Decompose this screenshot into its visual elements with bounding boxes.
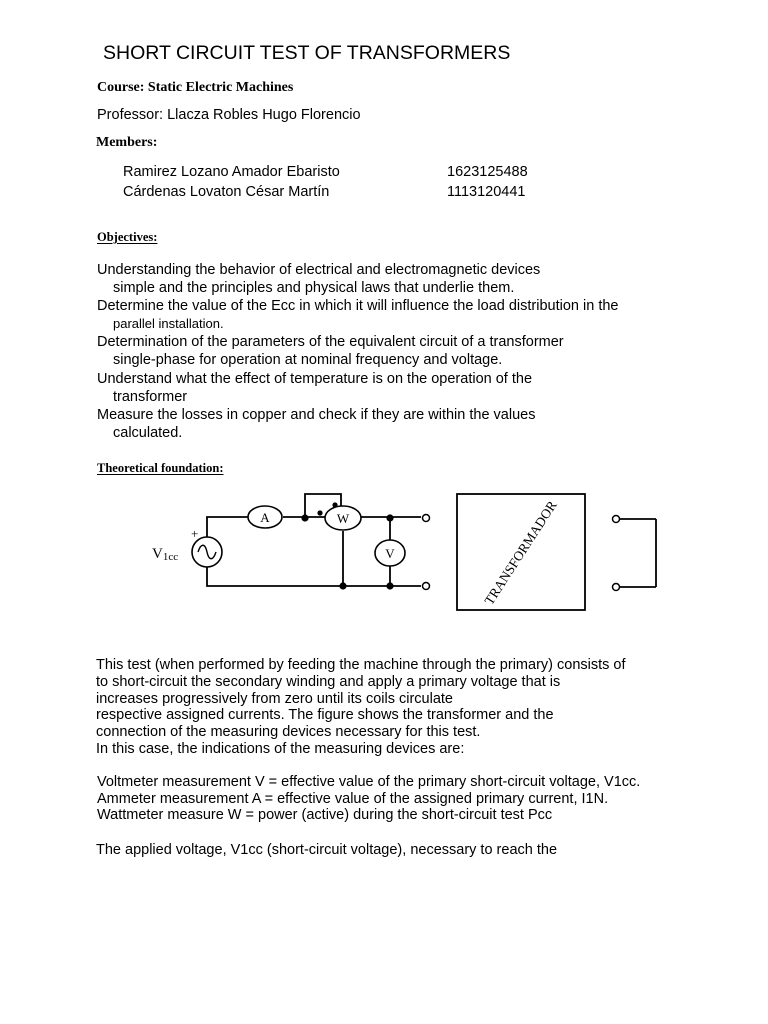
member-row-1 — [119, 164, 340, 180]
objective-item: Determine the value of the Ecc in which it will influence the load distribution in the parallel installation. — [97, 298, 619, 331]
junction-dot — [301, 514, 308, 521]
member-name: Ramirez Lozano Amador Ebaristo — [123, 164, 340, 180]
source-label: V1cc — [152, 546, 179, 563]
terminal-dot — [613, 516, 620, 523]
objective-item: Measure the losses in copper and check if they are within the values calculated. — [97, 407, 536, 441]
member-id: 1623125488 — [447, 164, 528, 180]
member-id: 1113120441 — [447, 184, 526, 200]
plus-sign: + — [191, 526, 199, 541]
source-wire — [207, 517, 248, 537]
members-heading: Members: — [96, 135, 158, 150]
course-line: Course: Static Electric Machines — [97, 80, 294, 95]
terminal-dot — [423, 583, 430, 590]
objectives-heading: Objectives: — [97, 230, 158, 244]
document-title: SHORT CIRCUIT TEST OF TRANSFORMERS — [103, 42, 511, 64]
member-row-2 — [119, 184, 329, 200]
source-wire — [207, 567, 343, 586]
junction-dot — [317, 510, 322, 515]
junction-dot — [386, 514, 393, 521]
objective-item: Understand what the effect of temperature is on the operation of the transformer — [97, 371, 533, 405]
objective-item: Determination of the parameters of the equivalent circuit of a transformer single-phase for operation at nominal frequency and voltage. — [97, 334, 564, 368]
objective-item: Understanding the behavior of electrical and electromagnetic devices simple and the principles and physical laws that underlie them. — [97, 262, 541, 296]
closing-line: The applied voltage, V1cc (short-circuit voltage), necessary to reach the — [96, 842, 558, 858]
measurement-item: Ammeter measurement A = effective value of the assigned primary current, I1N. — [97, 790, 609, 807]
ammeter-label: A — [260, 510, 270, 525]
theory-heading: Theoretical foundation: — [97, 461, 224, 475]
measurement-item: Wattmeter measure W = power (active) during the short-circuit test Pcc — [97, 807, 553, 823]
description-paragraph: This test (when performed by feeding the machine through the primary) consists of to short-circuit the secondary winding and apply a primary voltage that is increases progressively from zero until its coils circulate respective assigned currents. The figure shows the transformer and the connection of the measuring devices necessary for this test. In this case, the indications of the measuring devices are: — [96, 657, 626, 757]
junction-dot — [339, 582, 346, 589]
professor-line: Professor: Llacza Robles Hugo Florencio — [97, 107, 361, 123]
junction-dot — [386, 582, 393, 589]
wattmeter-label: W — [336, 511, 350, 526]
transformer-label: TRANSFORMADOR — [481, 497, 560, 608]
measurement-list — [93, 774, 640, 824]
measurement-item: Voltmeter measurement V = effective value of the primary short-circuit voltage, V1cc. — [97, 774, 641, 790]
voltmeter-label: V — [385, 546, 395, 561]
terminal-dot — [423, 515, 430, 522]
terminal-dot — [613, 584, 620, 591]
circuit-diagram — [0, 480, 768, 630]
member-name: Cárdenas Lovaton César Martín — [123, 184, 330, 200]
